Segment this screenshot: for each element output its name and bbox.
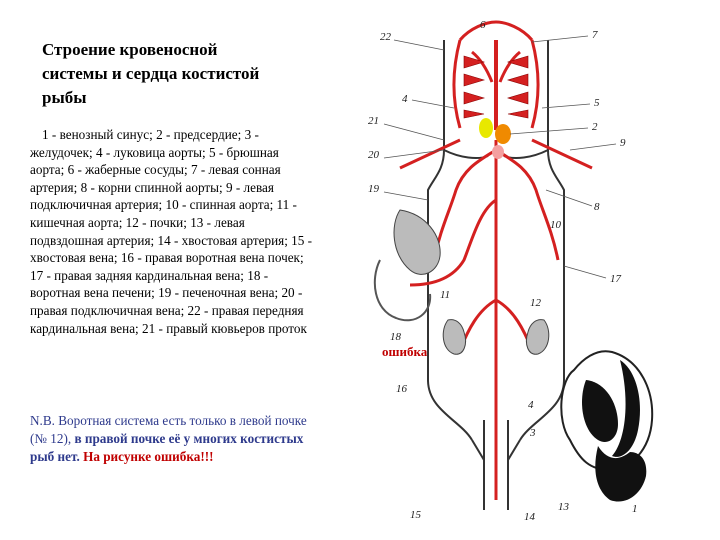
label-13: 13: [558, 501, 569, 513]
circulatory-diagram: [360, 0, 660, 540]
note-part-1: N.B. Воротная система есть только в левой почке (№ 12),: [30, 413, 307, 446]
note-block: [30, 412, 315, 465]
label-20: 20: [368, 149, 379, 161]
label-9: 9: [620, 137, 626, 149]
label-16: 16: [396, 383, 407, 395]
label-15: 15: [410, 509, 421, 521]
label-1: 1: [632, 503, 638, 515]
label-4b: 4: [528, 399, 534, 411]
label-18: 18: [390, 331, 401, 343]
label-5: 5: [594, 97, 600, 109]
label-6: 6: [480, 19, 486, 31]
label-21: 21: [368, 115, 379, 127]
atrium: [495, 124, 511, 144]
right-kidney: [526, 320, 548, 355]
label-3: 3: [530, 427, 536, 439]
ventricle: [492, 145, 504, 159]
label-10: 10: [550, 219, 561, 231]
label-11: 11: [440, 289, 451, 301]
label-12: 12: [530, 297, 541, 309]
label-4: 4: [402, 93, 408, 105]
label-2: 2: [592, 121, 598, 133]
left-kidney: [443, 320, 465, 355]
label-7: 7: [592, 29, 598, 41]
label-14: 14: [524, 511, 535, 523]
legend-body: 1 - венозный синус; 2 - предсердие; 3 - желудочек; 4 - луковица аорты; 5 - брюшная аорта; 6 - жаберные сосуды; 7 - левая сонная артерия; 8 - корни спинной аорты; 9 - левая подключичная артерия; 10 - спинная аорта; 11 - кишечная аорта; 12 - почки; 13 - левая подвздошная артерия; 14 - хвостовая артерия; 15 - хвостовая вена; 16 - правая воротная вена почек; 17 - правая задняя кардинальная вена; 18 - воротная вена печени; 19 - печеночная вена; 20 - правая подключичная вена; 22 - правая передняя кардинальная вена; 21 - правый кювьеров проток: [30, 127, 313, 336]
slide-title: Строение кровеносной системы и сердца костистой рыбы: [42, 40, 260, 107]
label-19: 19: [368, 183, 379, 195]
error-label: ошибка: [382, 344, 428, 359]
sinus-venosus: [479, 118, 493, 138]
label-8: 8: [594, 201, 600, 213]
label-22: 22: [380, 31, 391, 43]
legend-text: [30, 126, 315, 337]
liver: [394, 210, 440, 274]
label-17: 17: [610, 273, 621, 285]
note-part-3: На рисунке ошибка!!!: [79, 448, 214, 464]
note-part-2: в правой почке её у многих костистых рыб нет.: [30, 430, 304, 464]
